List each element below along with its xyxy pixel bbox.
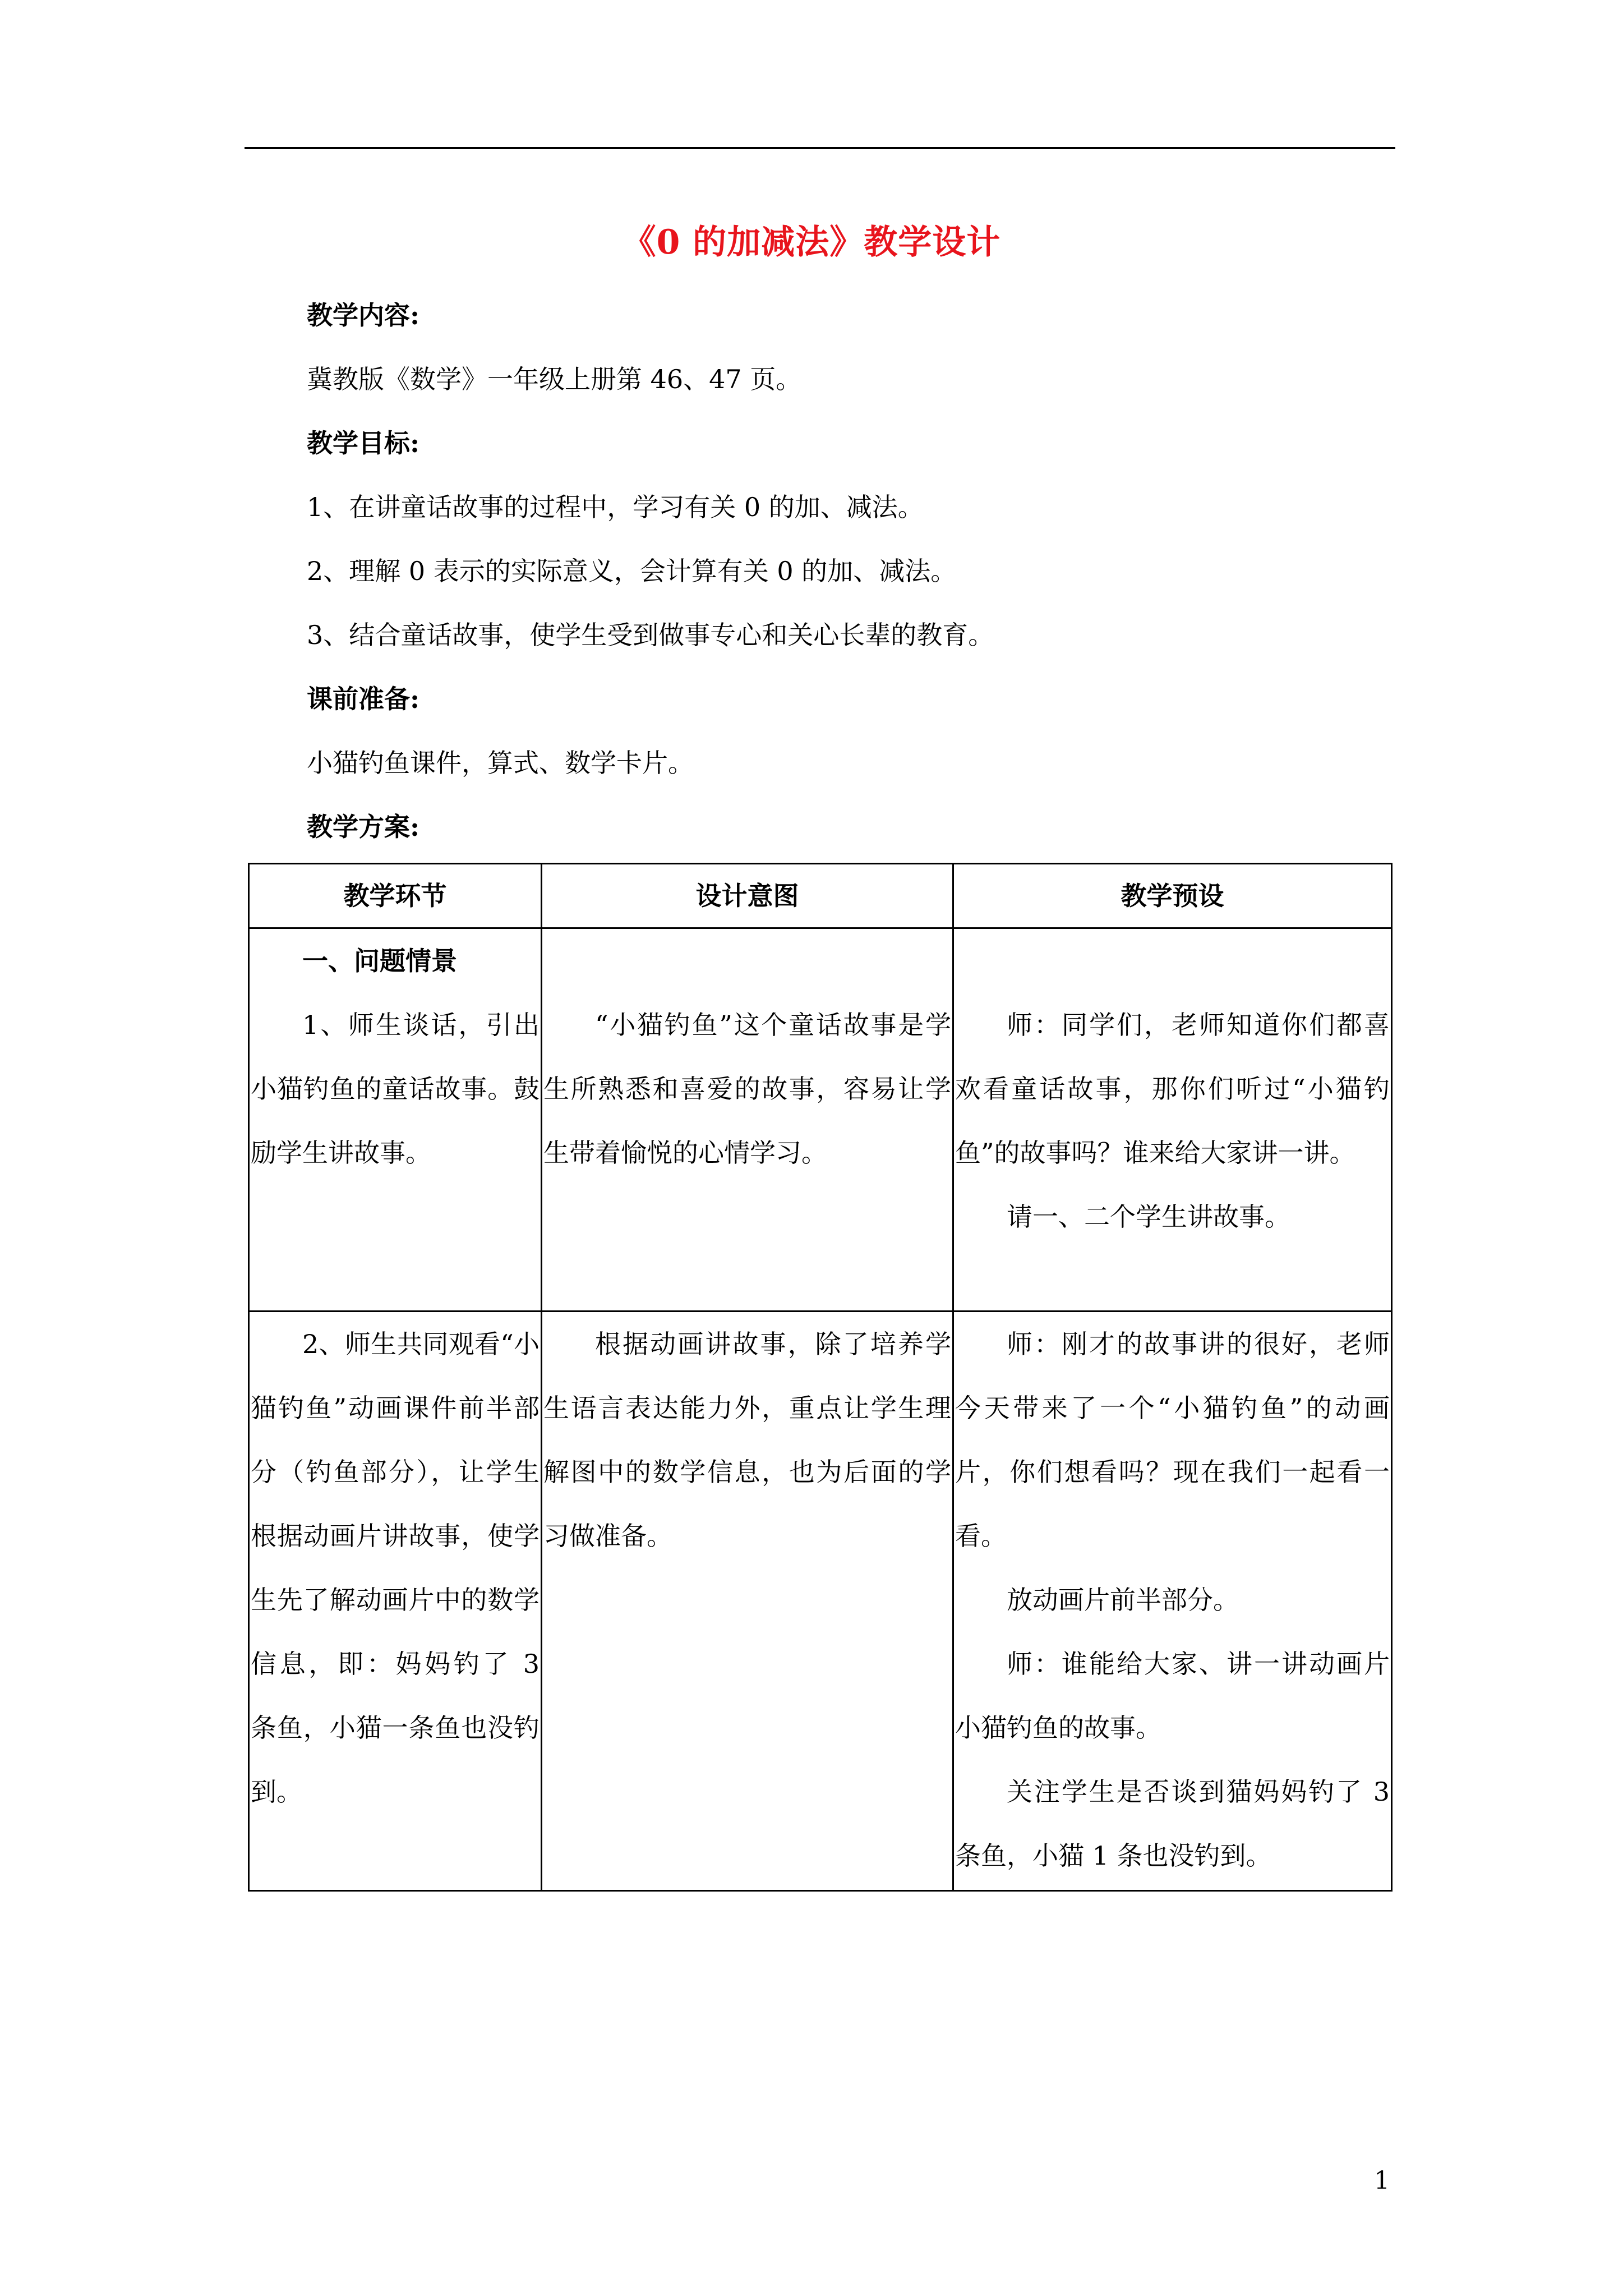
stage-cell [249, 928, 542, 1312]
preset-paragraph: 放动画片前半部分。 [1007, 1585, 1239, 1615]
table-header-row [249, 864, 1392, 928]
preset-cell [953, 1312, 1392, 1891]
teaching-plan-table [248, 863, 1393, 1892]
stage-cell [249, 1312, 542, 1891]
preset-paragraph: 师：同学们，老师知道你们都喜欢看童话故事，那你们听过“小猫钓鱼”的故事吗？谁来给大家讲一讲。 [955, 1010, 1390, 1168]
stage-section-heading: 一、问题情景 [302, 946, 457, 976]
header-rule [245, 147, 1395, 149]
prep-heading: 课前准备: [307, 684, 419, 714]
intent-text: “小猫钓鱼”这个童话故事是学生所熟悉和喜爱的故事，容易让学生带着愉悦的心情学习。 [543, 1010, 951, 1168]
goals-heading: 教学目标: [307, 428, 419, 458]
goal-item-2: 2、理解 0 表示的实际意义，会计算有关 0 的加、减法。 [307, 556, 957, 586]
prep-text: 小猫钓鱼课件，算式、数学卡片。 [307, 748, 694, 778]
preset-paragraph: 师：谁能给大家、讲一讲动画片小猫钓鱼的故事。 [955, 1649, 1390, 1743]
preset-paragraph: 请一、二个学生讲故事。 [1007, 1202, 1290, 1232]
column-header-intent: 设计意图 [542, 864, 953, 928]
stage-text: 1、师生谈话，引出小猫钓鱼的童话故事。鼓励学生讲故事。 [251, 1010, 540, 1168]
document-title: 《0 的加减法》教学设计 [622, 223, 1001, 262]
preset-paragraph: 关注学生是否谈到猫妈妈钓了 3 条鱼，小猫 1 条也没钓到。 [955, 1777, 1390, 1871]
content-text: 冀教版《数学》一年级上册第 46、47 页。 [307, 364, 802, 394]
preset-paragraph: 师：刚才的故事讲的很好，老师今天带来了一个“小猫钓鱼”的动画片，你们想看吗？现在我们一起看一看。 [955, 1329, 1390, 1551]
content-heading: 教学内容: [307, 300, 419, 330]
column-header-stage: 教学环节 [249, 864, 542, 928]
intent-text: 根据动画讲故事，除了培养学生语言表达能力外，重点让学生理解图中的数学信息，也为后面的学习做准备。 [543, 1329, 951, 1551]
intent-cell [542, 1312, 953, 1891]
goal-item-3: 3、结合童话故事，使学生受到做事专心和关心长辈的教育。 [307, 620, 994, 650]
table-row [249, 1312, 1392, 1891]
table-row [249, 928, 1392, 1312]
intent-cell [542, 928, 953, 1312]
page-number: 1 [1374, 2166, 1390, 2195]
stage-text: 2、师生共同观看“小猫钓鱼”动画课件前半部分（钓鱼部分），让学生根据动画片讲故事，使学生先了解动画片中的数学信息，即：妈妈钓了 3 条鱼，小猫一条鱼也没钓到。 [251, 1329, 540, 1807]
plan-heading: 教学方案: [307, 812, 419, 842]
goal-item-1: 1、在讲童话故事的过程中，学习有关 0 的加、减法。 [307, 492, 924, 522]
preset-cell [953, 928, 1392, 1312]
column-header-preset: 教学预设 [953, 864, 1392, 928]
